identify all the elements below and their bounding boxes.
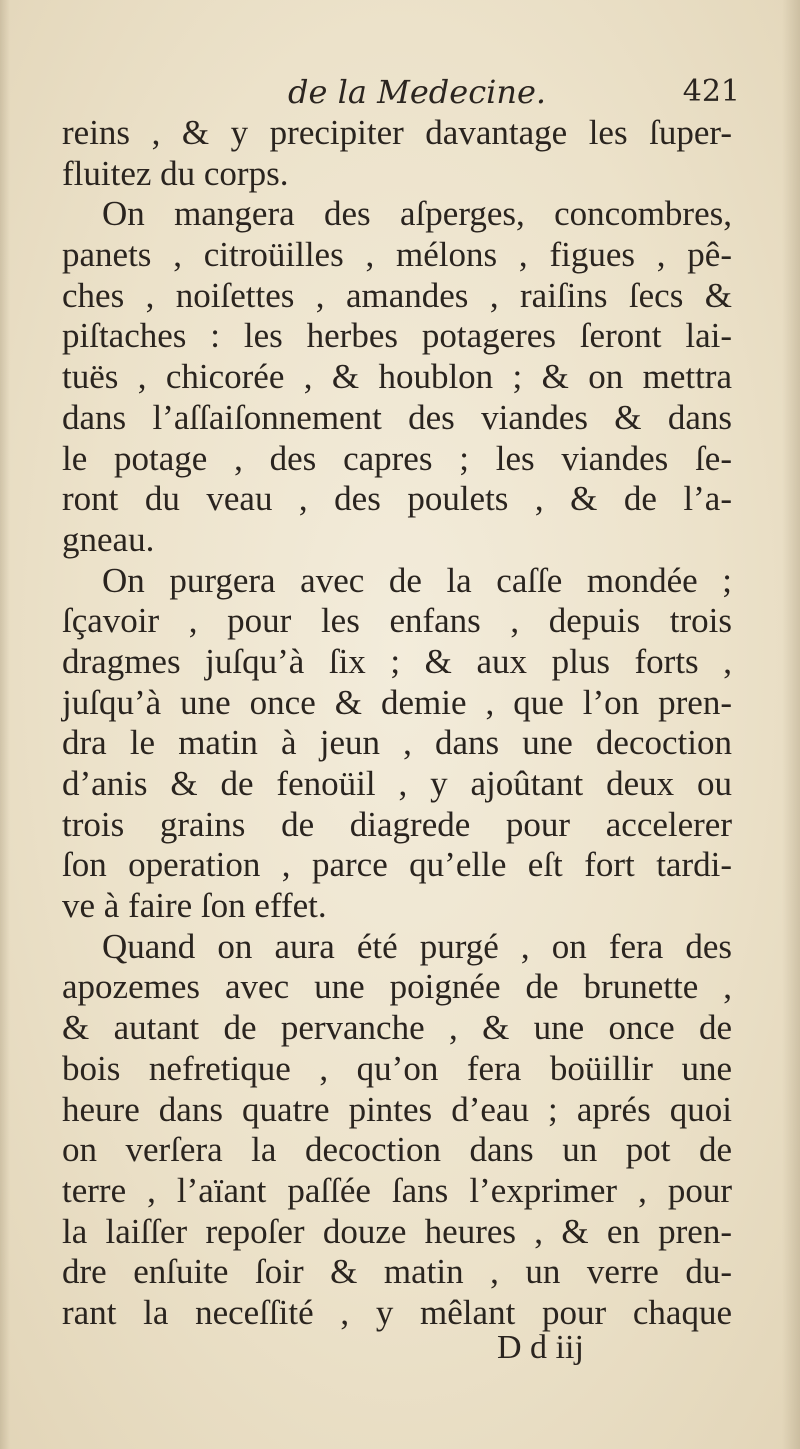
text-line: ſçavoir , pour les enfans , depuis trois (62, 601, 732, 641)
text-line: dans l’aſſaiſonnement des viandes & dans (62, 397, 732, 437)
text-line: dra le matin à jeun , dans une decoction (62, 723, 732, 763)
text-line: bois nefretique , qu’on fera boüillir une (62, 1048, 732, 1088)
text-line: la laiſſer repoſer douze heures , & en pren- (62, 1211, 732, 1251)
text-line: juſqu’à une once & demie , que l’on pren- (62, 682, 732, 722)
text-line: terre , l’aïant paſſée ſans l’exprimer , pour (62, 1170, 732, 1210)
signature-mark: D d iij (497, 1329, 584, 1366)
text-line: piſtaches : les herbes potageres ſeront lai- (62, 316, 732, 356)
text-line: on verſera la decoction dans un pot de (62, 1130, 732, 1170)
text-line: ches , noiſettes , amandes , raiſins ſecs & (62, 275, 732, 315)
page-number: 421 (682, 74, 740, 109)
text-line: rant la neceſſité , y mêlant pour chaque (62, 1292, 732, 1332)
text-line: ront du veau , des poulets , & de l’a- (62, 479, 732, 519)
text-line: d’anis & de fenoüil , y ajoûtant deux ou (62, 764, 732, 803)
text-line: On mangera des aſperges, concombres, (102, 194, 732, 234)
text-line: trois grains de diagrede pour accelerer (62, 804, 732, 844)
page-edge-left (0, 0, 10, 1449)
text-line: heure dans quatre pintes d’eau ; aprés quoi (62, 1089, 732, 1129)
text-line: apozemes avec une poignée de brunette , (62, 967, 732, 1007)
text-line: reins , & y precipiter davantage les ſuper- (62, 113, 732, 152)
text-line: ve à faire ſon effet. (62, 886, 327, 926)
body-text (62, 113, 732, 1334)
text-line: Quand on aura été purgé , on fera des (102, 926, 732, 966)
page-edge-right (782, 0, 800, 1449)
text-line: fluitez du corps. (62, 153, 289, 193)
text-line: le potage , des capres ; les viandes ſe- (62, 438, 732, 478)
text-line: On purgera avec de la caſſe mondée ; (102, 560, 732, 600)
text-line: & autant de pervanche , & une once de (62, 1008, 732, 1048)
text-line: dre enſuite ſoir & matin , un verre du- (62, 1252, 732, 1292)
text-line: gneau. (62, 519, 155, 559)
text-line: tuës , chicorée , & houblon ; & on mettra (62, 357, 732, 397)
text-line: ſon operation , parce qu’elle eſt fort tardi- (62, 845, 732, 885)
text-line: panets , citroüilles , mélons , figues , pê- (62, 235, 732, 275)
text-line: dragmes juſqu’à ſix ; & aux plus forts , (62, 641, 732, 681)
running-title: de la Medecine. (288, 73, 547, 111)
